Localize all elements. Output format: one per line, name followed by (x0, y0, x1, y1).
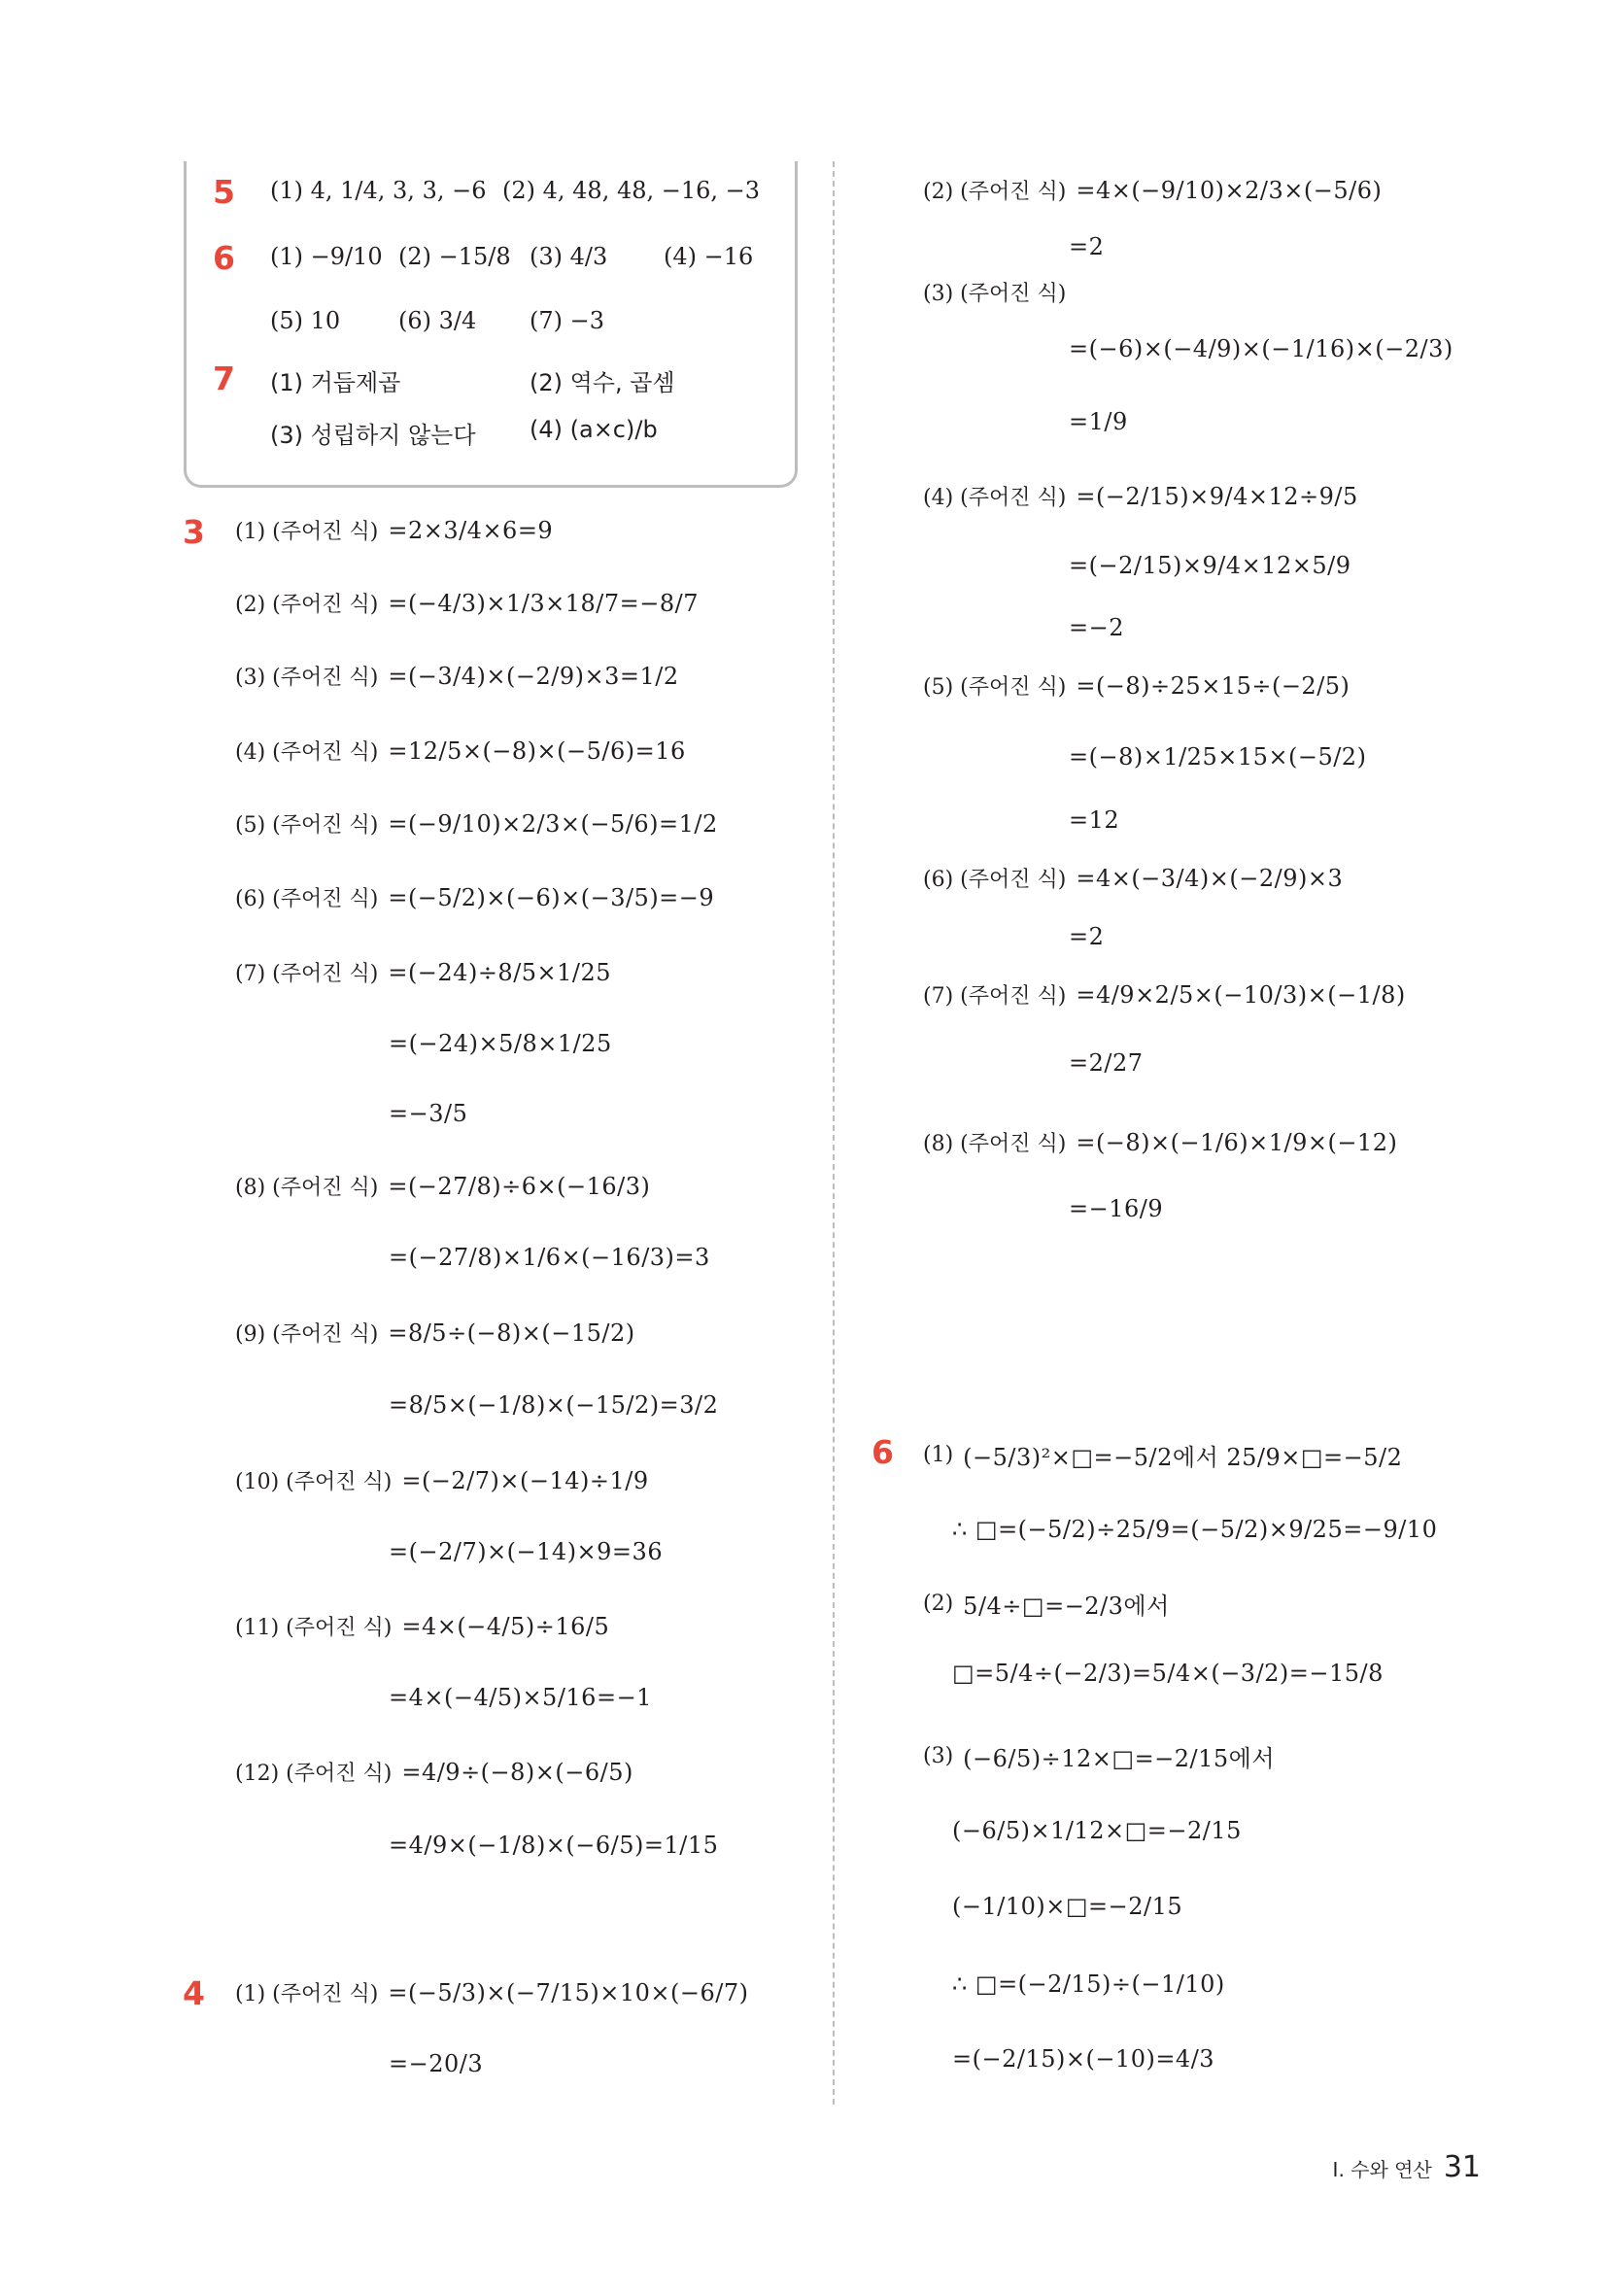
solution-label: (12) (주어진 식) (235, 1762, 393, 1786)
problem-number: 7 (213, 360, 235, 397)
solution-line (235, 1611, 609, 1641)
solution-line (952, 1970, 1225, 1998)
solution-expression: =(−24)÷8/5×1/25 (388, 958, 612, 986)
solution-line (923, 1739, 1275, 1773)
solution-label: (2) (주어진 식) (923, 180, 1067, 204)
solution-label: (3) (923, 1744, 954, 1768)
solution-expression: =(−6)×(−4/9)×(−1/16)×(−2/3) (1069, 335, 1453, 362)
solution-expression: =2/27 (1069, 1049, 1144, 1077)
solution-label: (11) (주어진 식) (235, 1616, 393, 1640)
solution-line (389, 1244, 710, 1271)
solution-label: (1) (주어진 식) (235, 520, 379, 544)
solution-line (923, 1127, 1397, 1157)
solution-line (235, 808, 718, 839)
solution-expression: (−5/3)²×□=−5/2에서 25/9×□=−5/2 (963, 1444, 1403, 1471)
solution-label: (9) (주어진 식) (235, 1322, 379, 1347)
solution-line (1069, 614, 1124, 641)
solution-line (389, 1030, 612, 1057)
solution-line (923, 1587, 1170, 1621)
solution-expression: (−6/5)÷12×□=−2/15에서 (963, 1745, 1276, 1772)
section-title: Ⅰ. 수와 연산 (1332, 2158, 1432, 2181)
solution-expression: =4×(−4/5)×5/16=−1 (389, 1684, 652, 1711)
problem-number: 5 (213, 173, 235, 211)
solution-expression: =(−5/2)×(−6)×(−3/5)=−9 (388, 883, 715, 911)
solution-line (1069, 1049, 1144, 1077)
solution-line (952, 1516, 1437, 1543)
solution-expression: =(−3/4)×(−2/9)×3=1/2 (388, 662, 679, 690)
solution-label: (8) (주어진 식) (235, 1176, 379, 1200)
solution-expression: =(−24)×5/8×1/25 (389, 1030, 612, 1057)
solution-expression: =(−2/7)×(−14)÷1/9 (401, 1466, 649, 1494)
solution-label: (8) (주어진 식) (923, 1132, 1067, 1156)
solution-label: (1) (주어진 식) (235, 1982, 379, 2006)
solution-label: (3) (주어진 식) (923, 282, 1067, 306)
solution-line (389, 1832, 718, 1859)
solution-expression: =−16/9 (1069, 1195, 1164, 1222)
solution-line (1069, 408, 1128, 435)
solution-label: (4) (주어진 식) (235, 740, 379, 765)
solution-expression: =2 (1069, 923, 1105, 950)
solution-line (923, 277, 1076, 307)
answer-text: (1) −9/10 (270, 243, 383, 270)
solution-label: (5) (주어진 식) (235, 813, 379, 838)
solution-line (235, 1757, 633, 1787)
solution-expression: 5/4÷□=−2/3에서 (963, 1593, 1170, 1620)
solution-line (952, 1660, 1384, 1687)
solution-expression: =8/5÷(−8)×(−15/2) (388, 1319, 635, 1347)
solution-expression: =(−2/7)×(−14)×9=36 (389, 1538, 664, 1565)
solution-expression: =2×3/4×6=9 (388, 516, 554, 544)
solution-expression: =(−27/8)×1/6×(−16/3)=3 (389, 1244, 710, 1271)
solution-expression: =12 (1069, 806, 1120, 834)
solution-line (1069, 1195, 1163, 1222)
solution-line (1069, 233, 1104, 260)
problem-number: 3 (183, 513, 205, 551)
solution-line (952, 1893, 1182, 1920)
solution-line (235, 515, 553, 545)
solution-expression: =(−8)÷25×15÷(−2/5) (1076, 671, 1351, 700)
solution-expression: □=5/4÷(−2/3)=5/4×(−3/2)=−15/8 (952, 1660, 1384, 1687)
answer-text: (4) (a×c)/b (530, 416, 658, 443)
solution-line (235, 1171, 650, 1201)
solution-line (923, 175, 1382, 205)
solution-expression: =4×(−3/4)×(−2/9)×3 (1076, 864, 1344, 892)
problem-number: 6 (872, 1433, 894, 1471)
solution-label: (6) (주어진 식) (235, 887, 379, 911)
answer-text: (7) −3 (530, 307, 605, 334)
solution-expression: =(−27/8)÷6×(−16/3) (388, 1172, 651, 1200)
solution-line (1069, 743, 1366, 771)
solution-label: (3) (주어진 식) (235, 666, 379, 690)
solution-label: (5) (주어진 식) (923, 675, 1067, 700)
solution-line (923, 1438, 1402, 1472)
answer-text: (1) 4, 1/4, 3, 3, −6 (270, 177, 487, 204)
solution-label: (7) (주어진 식) (235, 962, 379, 986)
solution-expression: =−20/3 (389, 2050, 484, 2077)
solution-expression: =1/9 (1069, 408, 1128, 435)
solution-expression: =4×(−9/10)×2/3×(−5/6) (1076, 176, 1383, 204)
answer-text: (6) 3/4 (398, 307, 477, 334)
solution-line (389, 1538, 663, 1565)
solution-expression: =(−4/3)×1/3×18/7=−8/7 (388, 589, 699, 617)
page-number: 31 (1443, 2150, 1481, 2184)
solution-line (952, 1817, 1242, 1844)
solution-line (235, 1318, 635, 1348)
solution-expression: (−6/5)×1/12×□=−2/15 (952, 1817, 1242, 1844)
page-footer (1333, 2150, 1481, 2184)
solution-expression: =4/9÷(−8)×(−6/5) (401, 1758, 633, 1786)
solution-line (389, 1391, 718, 1419)
solution-expression: =(−8)×1/25×15×(−5/2) (1069, 743, 1367, 771)
solution-line (923, 979, 1406, 1010)
solution-expression: =−2 (1069, 614, 1124, 641)
solution-label: (6) (주어진 식) (923, 868, 1067, 892)
solution-line (1069, 923, 1104, 950)
solution-expression: =(−9/10)×2/3×(−5/6)=1/2 (388, 809, 718, 838)
solution-expression: =(−2/15)×(−10)=4/3 (952, 2045, 1215, 2073)
solution-expression: (−1/10)×□=−2/15 (952, 1893, 1183, 1920)
answer-text: (3) 성립하지 않는다 (270, 422, 476, 449)
solution-expression: =(−2/15)×9/4×12×5/9 (1069, 552, 1351, 579)
solution-label: (4) (주어진 식) (923, 486, 1067, 510)
solution-label: (7) (주어진 식) (923, 984, 1067, 1009)
solution-line (923, 481, 1358, 511)
solution-expression: ∴ □=(−2/15)÷(−1/10) (952, 1970, 1225, 1998)
solution-line (389, 1684, 652, 1711)
problem-number: 6 (213, 239, 235, 277)
solution-line (235, 957, 611, 987)
solution-label: (2) (923, 1592, 954, 1616)
column-divider (833, 161, 835, 2105)
solution-line (952, 2045, 1214, 2073)
answer-text: (3) 4/3 (530, 243, 608, 270)
solution-line (923, 670, 1350, 701)
solution-line (235, 736, 686, 766)
solution-line (1069, 335, 1453, 362)
solution-line (1069, 806, 1119, 834)
answer-text: (2) 4, 48, 48, −16, −3 (502, 177, 761, 204)
problem-number: 4 (183, 1974, 205, 2012)
solution-line (1069, 552, 1351, 579)
solution-line (235, 661, 679, 691)
answer-text: (2) −15/8 (398, 243, 511, 270)
solution-line (235, 1465, 649, 1495)
solution-line (235, 588, 699, 618)
solution-expression: =(−5/3)×(−7/15)×10×(−6/7) (388, 1978, 749, 2006)
solution-expression: =(−8)×(−1/6)×1/9×(−12) (1076, 1128, 1398, 1156)
answer-text: (1) 거듭제곱 (270, 369, 401, 396)
solution-line (389, 1100, 467, 1127)
solution-expression: ∴ □=(−5/2)÷25/9=(−5/2)×9/25=−9/10 (952, 1516, 1438, 1543)
solution-expression: =−3/5 (389, 1100, 468, 1127)
solution-line (389, 2050, 483, 2077)
solution-line (235, 1977, 748, 2007)
solution-line (235, 882, 714, 912)
solution-expression: =4/9×(−1/8)×(−6/5)=1/15 (389, 1832, 719, 1859)
answer-text: (5) 10 (270, 307, 341, 334)
solution-label: (10) (주어진 식) (235, 1470, 393, 1494)
solution-expression: =4/9×2/5×(−10/3)×(−1/8) (1076, 980, 1406, 1009)
answer-text: (2) 역수, 곱셈 (530, 369, 675, 396)
solution-line (923, 863, 1343, 893)
solution-expression: =12/5×(−8)×(−5/6)=16 (388, 737, 686, 765)
answer-text: (4) −16 (664, 243, 754, 270)
solution-label: (1) (923, 1443, 954, 1467)
solution-expression: =(−2/15)×9/4×12÷9/5 (1076, 482, 1358, 510)
solution-expression: =4×(−4/5)÷16/5 (401, 1612, 610, 1640)
solution-expression: =2 (1069, 233, 1105, 260)
solution-expression: =8/5×(−1/8)×(−15/2)=3/2 (389, 1391, 719, 1419)
solution-label: (2) (주어진 식) (235, 593, 379, 617)
